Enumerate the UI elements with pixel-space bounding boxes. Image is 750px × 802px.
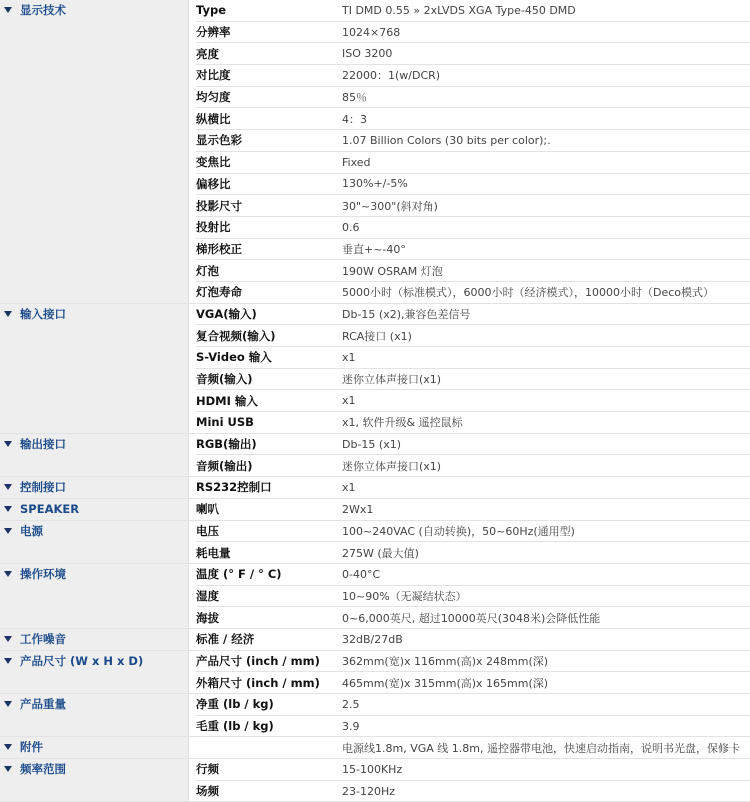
spec-value: x1	[342, 347, 750, 369]
collapse-arrow-icon[interactable]	[4, 528, 12, 534]
spec-value: RCA接口 (x1)	[342, 325, 750, 347]
gutter	[188, 759, 196, 802]
spec-value: 迷你立体声接口(x1)	[342, 368, 750, 390]
category-cell[interactable]	[0, 759, 188, 802]
spec-value: 3.9	[342, 715, 750, 737]
collapse-arrow-icon[interactable]	[4, 766, 12, 772]
spec-value: 2.5	[342, 694, 750, 716]
spec-label: RS232控制口	[196, 477, 342, 499]
spec-label: 变焦比	[196, 151, 342, 173]
spec-label: 标准 / 经济	[196, 628, 342, 650]
collapse-arrow-icon[interactable]	[4, 701, 12, 707]
category-cell[interactable]	[0, 650, 188, 693]
spec-label: 外箱尺寸 (inch / mm)	[196, 672, 342, 694]
collapse-arrow-icon[interactable]	[4, 484, 12, 490]
spec-value: 275W (最大值)	[342, 542, 750, 564]
spec-row	[0, 694, 750, 716]
spec-label: 投射比	[196, 216, 342, 238]
category-cell[interactable]	[0, 737, 188, 759]
gutter	[188, 694, 196, 737]
collapse-arrow-icon[interactable]	[4, 744, 12, 750]
category-label: SPEAKER	[20, 501, 80, 516]
spec-value: ISO 3200	[342, 43, 750, 65]
category-label: 频率范围	[20, 762, 66, 777]
category-label: 输出接口	[20, 436, 66, 451]
gutter	[188, 520, 196, 563]
category-label: 工作噪音	[20, 631, 66, 646]
gutter	[188, 477, 196, 499]
category-label: 显示技术	[20, 3, 66, 17]
spec-value: x1	[342, 477, 750, 499]
spec-value: x1, 软件升级& 遥控鼠标	[342, 412, 750, 434]
category-label: 产品重量	[20, 697, 66, 711]
category-cell[interactable]	[0, 498, 188, 520]
category-cell[interactable]	[0, 628, 188, 650]
spec-label: VGA(输入)	[196, 303, 342, 325]
collapse-arrow-icon[interactable]	[4, 571, 12, 577]
spec-label: 温度 (° F / ° C)	[196, 563, 342, 585]
spec-value: 362mm(宽)x 116mm(高)x 248mm(深)	[342, 650, 750, 672]
spec-label: Mini USB	[196, 412, 342, 434]
spec-value: TI DMD 0.55 » 2xLVDS XGA Type-450 DMD	[342, 0, 750, 21]
spec-row	[0, 737, 750, 759]
spec-label: 电压	[196, 520, 342, 542]
spec-row	[0, 0, 750, 21]
gutter	[188, 737, 196, 759]
spec-label: 对比度	[196, 65, 342, 87]
collapse-arrow-icon[interactable]	[4, 658, 12, 664]
spec-label: 灯泡寿命	[196, 281, 342, 303]
spec-value: 0.6	[342, 216, 750, 238]
spec-label: RGB(输出)	[196, 433, 342, 455]
spec-value: x1	[342, 390, 750, 412]
spec-label: HDMI 输入	[196, 390, 342, 412]
spec-value: 垂直+~-40°	[342, 238, 750, 260]
spec-value: 22000：1(w/DCR)	[342, 65, 750, 87]
spec-row	[0, 477, 750, 499]
spec-label: 灯泡	[196, 260, 342, 282]
collapse-arrow-icon[interactable]	[4, 311, 12, 317]
spec-value: 130%+/-5%	[342, 173, 750, 195]
collapse-arrow-icon[interactable]	[4, 441, 12, 447]
spec-value: 30"~300"(斜对角)	[342, 195, 750, 217]
category-cell[interactable]	[0, 477, 188, 499]
spec-row	[0, 563, 750, 585]
spec-value: 100~240VAC (自动转换)，50~60Hz(通用型)	[342, 520, 750, 542]
spec-label: 纵横比	[196, 108, 342, 130]
spec-row	[0, 303, 750, 325]
spec-value: 5000小时（标准模式），6000小时（经济模式），10000小时（Deco模式）	[342, 281, 750, 303]
gutter	[188, 0, 196, 303]
spec-value: 0~6,000英尺, 超过10000英尺(3048米)会降低性能	[342, 607, 750, 629]
spec-row	[0, 433, 750, 455]
spec-value: 4：3	[342, 108, 750, 130]
gutter	[188, 498, 196, 520]
spec-value: 10~90%（无凝结状态）	[342, 585, 750, 607]
category-cell[interactable]	[0, 0, 188, 303]
spec-label	[196, 737, 342, 759]
spec-label: 喇叭	[196, 498, 342, 520]
spec-label: 净重 (lb / kg)	[196, 694, 342, 716]
spec-value: 465mm(宽)x 315mm(高)x 165mm(深)	[342, 672, 750, 694]
spec-value: 85％	[342, 86, 750, 108]
gutter	[188, 650, 196, 693]
spec-label: 场频	[196, 780, 342, 802]
spec-label: 复合视频(输入)	[196, 325, 342, 347]
category-cell[interactable]	[0, 303, 188, 433]
spec-row	[0, 628, 750, 650]
category-label: 输入接口	[20, 306, 66, 321]
spec-value: 2Wx1	[342, 498, 750, 520]
spec-value: Db-15 (x1)	[342, 433, 750, 455]
spec-label: 海拔	[196, 607, 342, 629]
spec-label: S-Video 输入	[196, 347, 342, 369]
collapse-arrow-icon[interactable]	[4, 636, 12, 642]
gutter	[188, 303, 196, 433]
spec-label: 显示色彩	[196, 130, 342, 152]
spec-label: 音频(输出)	[196, 455, 342, 477]
spec-value: 电源线1.8m, VGA 线 1.8m, 遥控器带电池，快速启动指南，说明书光盘，保修卡	[342, 737, 750, 759]
spec-value: 迷你立体声接口(x1)	[342, 455, 750, 477]
spec-label: 产品尺寸 (inch / mm)	[196, 650, 342, 672]
spec-row	[0, 759, 750, 781]
spec-value: 23-120Hz	[342, 780, 750, 802]
category-label: 附件	[20, 740, 43, 755]
spec-value: 32dB/27dB	[342, 628, 750, 650]
spec-label: 偏移比	[196, 173, 342, 195]
gutter	[188, 628, 196, 650]
gutter	[188, 433, 196, 476]
spec-label: 亮度	[196, 43, 342, 65]
category-cell[interactable]	[0, 563, 188, 628]
category-cell[interactable]	[0, 520, 188, 563]
spec-label: 毛重 (lb / kg)	[196, 715, 342, 737]
spec-label: 梯形校正	[196, 238, 342, 260]
category-label: 操作环境	[20, 566, 66, 581]
category-label: 控制接口	[20, 480, 66, 495]
spec-label: 行频	[196, 759, 342, 781]
spec-row	[0, 650, 750, 672]
spec-value: 0-40°C	[342, 563, 750, 585]
spec-label: 均匀度	[196, 86, 342, 108]
spec-label: Type	[196, 0, 342, 21]
spec-row	[0, 498, 750, 520]
gutter	[188, 563, 196, 628]
spec-label: 投影尺寸	[196, 195, 342, 217]
spec-value: 1.07 Billion Colors (30 bits per color);.	[342, 130, 750, 152]
spec-value: Fixed	[342, 151, 750, 173]
spec-label: 分辨率	[196, 21, 342, 43]
spec-value: 1024×768	[342, 21, 750, 43]
spec-row	[0, 520, 750, 542]
spec-label: 音频(输入)	[196, 368, 342, 390]
category-cell[interactable]	[0, 694, 188, 737]
category-label: 产品尺寸 (W x H x D)	[20, 653, 144, 668]
collapse-arrow-icon[interactable]	[4, 7, 12, 13]
spec-label: 湿度	[196, 585, 342, 607]
spec-value: Db-15 (x2),兼容色差信号	[342, 303, 750, 325]
spec-label: 耗电量	[196, 542, 342, 564]
collapse-arrow-icon[interactable]	[4, 506, 12, 512]
category-cell[interactable]	[0, 433, 188, 476]
category-label: 电源	[20, 523, 43, 538]
spec-value: 190W OSRAM 灯泡	[342, 260, 750, 282]
spec-value: 15-100KHz	[342, 759, 750, 781]
